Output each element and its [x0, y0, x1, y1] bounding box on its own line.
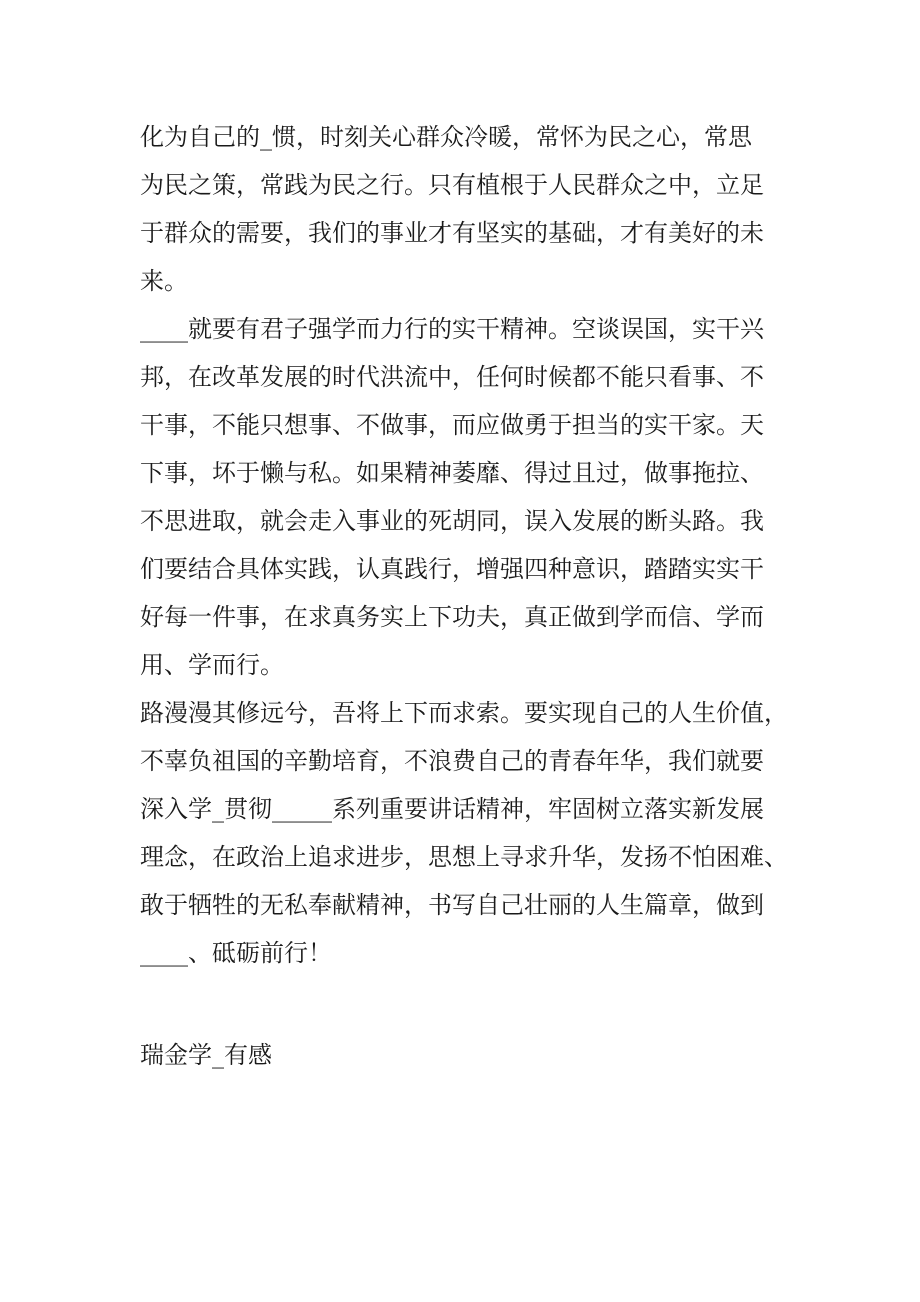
text-line: 好每一件事，在求真务实上下功夫，真正做到学而信、学而	[140, 603, 764, 631]
text-line: ____就要有君子强学而力行的实干精神。空谈误国，实干兴	[140, 315, 764, 343]
text-line: 敢于牺牲的无私奉献精神，书写自己壮丽的人生篇章，做到	[140, 891, 764, 919]
text-line: 不辜负祖国的辛勤培育，不浪费自己的青春年华，我们就要	[140, 747, 764, 775]
body-text	[140, 113, 795, 977]
text-line: 来。	[140, 267, 188, 295]
text-line: 干事，不能只想事、不做事，而应做勇于担当的实干家。天	[140, 411, 764, 439]
text-line: 理念，在政治上追求进步，思想上寻求升华，发扬不怕困难、	[140, 843, 788, 871]
text-line: 不思进取，就会走入事业的死胡同，误入发展的断头路。我	[140, 507, 764, 535]
text-line: 路漫漫其修远兮，吾将上下而求索。要实现自己的人生价值，	[140, 699, 788, 727]
text-line: 用、学而行。	[140, 651, 284, 679]
section-heading: 瑞金学_有感	[140, 1041, 272, 1069]
text-line: ____、砥砺前行！	[140, 939, 332, 967]
text-line: 邦，在改革发展的时代洪流中，任何时候都不能只看事、不	[140, 363, 764, 391]
text-line: 深入学_贯彻_____系列重要讲话精神，牢固树立落实新发展	[140, 795, 764, 823]
text-line: 们要结合具体实践，认真践行，增强四种意识，踏踏实实干	[140, 555, 764, 583]
text-line: 为民之策，常践为民之行。只有植根于人民群众之中，立足	[140, 171, 764, 199]
text-line: 化为自己的_惯，时刻关心群众冷暖，常怀为民之心，常思	[140, 123, 752, 151]
text-line: 于群众的需要，我们的事业才有坚实的基础，才有美好的未	[140, 219, 764, 247]
text-line: 下事，坏于懒与私。如果精神萎靡、得过且过，做事拖拉、	[140, 459, 764, 487]
